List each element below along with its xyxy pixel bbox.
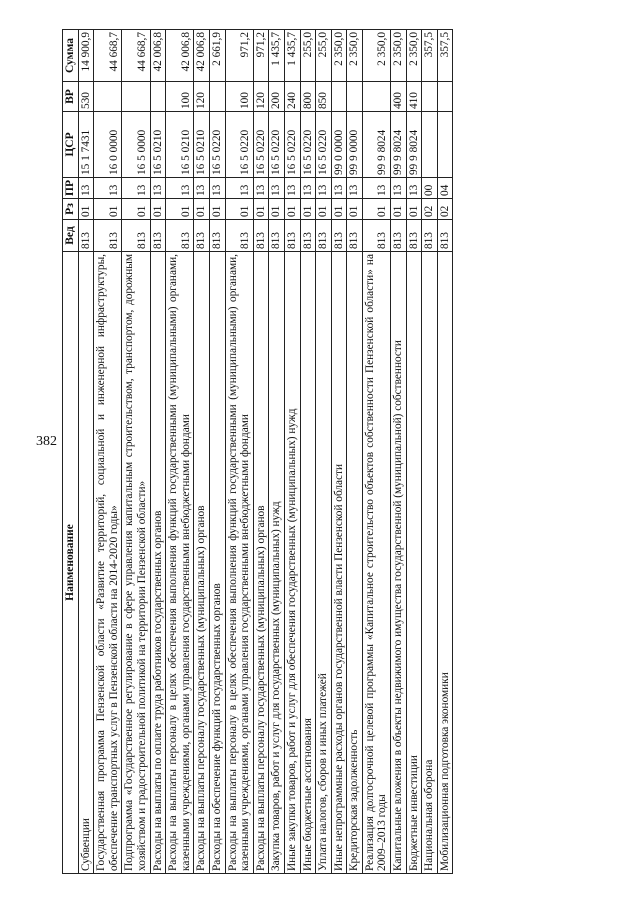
cell-csr: 16 5 0000 <box>122 112 150 178</box>
cell-rz: 01 <box>391 199 407 220</box>
cell-vr: 410 <box>406 82 422 112</box>
cell-sum: 2 350,0 <box>406 30 422 82</box>
cell-sum: 255,0 <box>316 30 332 82</box>
cell-ved: 813 <box>94 220 122 252</box>
cell-sum: 2 350,0 <box>331 30 347 82</box>
cell-rz: 01 <box>194 199 210 220</box>
cell-vr <box>347 82 363 112</box>
cell-ved: 813 <box>437 220 453 252</box>
cell-sum: 42 006,8 <box>166 30 194 82</box>
cell-pr: 13 <box>300 178 316 199</box>
table-row <box>347 30 363 874</box>
cell-sum: 42 006,8 <box>194 30 210 82</box>
cell-name: Бюджетные инвестиции <box>406 252 422 874</box>
cell-ved: 813 <box>300 220 316 252</box>
page-number: 382 <box>36 434 57 449</box>
cell-rz: 01 <box>94 199 122 220</box>
cell-rz: 01 <box>166 199 194 220</box>
cell-csr: 16 0 0000 <box>94 112 122 178</box>
table-row <box>209 30 225 874</box>
cell-ved: 813 <box>150 220 166 252</box>
cell-vr: 850 <box>316 82 332 112</box>
cell-sum: 2 350,0 <box>362 30 390 82</box>
cell-pr: 04 <box>437 178 453 199</box>
cell-vr <box>362 82 390 112</box>
cell-name: Расходы на выплаты персоналу государственных (муниципальных) органов <box>253 252 269 874</box>
cell-name: Подпрограмма «Государственное регулирование в сфере управления капитальным строительством, транспортом, дорожным хозяйством и градостроительной политикой на территории Пензенской области» <box>122 252 150 874</box>
cell-csr: 99 9 8024 <box>362 112 390 178</box>
table-row <box>284 30 300 874</box>
cell-sum: 255,0 <box>300 30 316 82</box>
cell-vr <box>94 82 122 112</box>
cell-csr: 16 5 0220 <box>300 112 316 178</box>
cell-csr: 16 5 0220 <box>284 112 300 178</box>
cell-ved: 813 <box>209 220 225 252</box>
cell-pr: 13 <box>331 178 347 199</box>
cell-name: Расходы на выплаты персоналу в целях обеспечения выполнения функций государственными (муниципальными) органами, казенными учреждениями, органами управления государственными внебюджетными фондами <box>225 252 253 874</box>
cell-vr: 120 <box>253 82 269 112</box>
cell-pr: 13 <box>150 178 166 199</box>
cell-csr: 16 5 0220 <box>253 112 269 178</box>
cell-sum: 357,5 <box>422 30 438 82</box>
cell-vr <box>331 82 347 112</box>
cell-pr: 13 <box>225 178 253 199</box>
table-row <box>78 30 94 874</box>
cell-vr: 200 <box>269 82 285 112</box>
rotated-table-container <box>62 30 627 874</box>
cell-pr: 13 <box>166 178 194 199</box>
cell-ved: 813 <box>166 220 194 252</box>
cell-ved: 813 <box>316 220 332 252</box>
cell-pr: 13 <box>122 178 150 199</box>
cell-sum: 1 435,7 <box>269 30 285 82</box>
cell-ved: 813 <box>331 220 347 252</box>
cell-ved: 813 <box>406 220 422 252</box>
cell-name: Расходы на выплаты персоналу государственных (муниципальных) органов <box>194 252 210 874</box>
cell-vr: 120 <box>194 82 210 112</box>
cell-sum: 2 350,0 <box>347 30 363 82</box>
cell-name: Национальная оборона <box>422 252 438 874</box>
cell-vr <box>422 82 438 112</box>
cell-pr: 13 <box>209 178 225 199</box>
cell-sum: 971,2 <box>225 30 253 82</box>
cell-csr: 16 5 0220 <box>316 112 332 178</box>
cell-ved: 813 <box>122 220 150 252</box>
cell-sum: 357,5 <box>437 30 453 82</box>
cell-name: Расходы на выплаты персоналу в целях обеспечения выполнения функций государственными (муниципальными) органами, казенными учреждениями, органами управления государственными внебюджетными фондами <box>166 252 194 874</box>
cell-ved: 813 <box>422 220 438 252</box>
cell-rz: 02 <box>422 199 438 220</box>
cell-csr: 16 5 0210 <box>194 112 210 178</box>
cell-name: Мобилизационная подготовка экономики <box>437 252 453 874</box>
cell-pr: 13 <box>253 178 269 199</box>
cell-sum: 44 668,7 <box>94 30 122 82</box>
cell-name: Иные закупки товаров, работ и услуг для обеспечения государственных (муниципальных) нужд <box>284 252 300 874</box>
cell-csr <box>422 112 438 178</box>
header-rz: Рз <box>63 199 79 220</box>
cell-csr: 99 9 8024 <box>406 112 422 178</box>
cell-pr: 13 <box>284 178 300 199</box>
cell-ved: 813 <box>284 220 300 252</box>
cell-vr: 100 <box>225 82 253 112</box>
cell-ved: 813 <box>269 220 285 252</box>
cell-vr <box>150 82 166 112</box>
cell-pr: 13 <box>269 178 285 199</box>
table-row <box>437 30 453 874</box>
cell-vr: 100 <box>166 82 194 112</box>
cell-ved: 813 <box>78 220 94 252</box>
cell-name: Капитальные вложения в объекты недвижимого имущества государственной (муниципальной) собственности <box>391 252 407 874</box>
cell-csr: 16 5 0220 <box>209 112 225 178</box>
table-row <box>316 30 332 874</box>
cell-csr: 16 5 0210 <box>150 112 166 178</box>
table-row <box>225 30 253 874</box>
cell-csr: 16 5 0220 <box>225 112 253 178</box>
cell-rz: 02 <box>437 199 453 220</box>
cell-pr: 13 <box>94 178 122 199</box>
cell-rz: 01 <box>150 199 166 220</box>
cell-vr: 530 <box>78 82 94 112</box>
cell-sum: 14 900,9 <box>78 30 94 82</box>
cell-rz: 01 <box>362 199 390 220</box>
cell-vr: 800 <box>300 82 316 112</box>
cell-vr <box>209 82 225 112</box>
cell-pr: 13 <box>78 178 94 199</box>
table-row <box>94 30 122 874</box>
cell-ved: 813 <box>253 220 269 252</box>
cell-ved: 813 <box>347 220 363 252</box>
cell-rz: 01 <box>284 199 300 220</box>
cell-name: Иные непрограммные расходы органов государственной власти Пензенской области <box>331 252 347 874</box>
cell-pr: 13 <box>316 178 332 199</box>
cell-rz: 01 <box>253 199 269 220</box>
cell-csr: 99 9 0000 <box>347 112 363 178</box>
table-row <box>300 30 316 874</box>
cell-vr <box>437 82 453 112</box>
cell-ved: 813 <box>194 220 210 252</box>
cell-rz: 01 <box>122 199 150 220</box>
cell-vr: 400 <box>391 82 407 112</box>
cell-csr: 15 1 7431 <box>78 112 94 178</box>
cell-name: Закупка товаров, работ и услуг для государственных (муниципальных) нужд <box>269 252 285 874</box>
cell-pr: 13 <box>194 178 210 199</box>
cell-sum: 2 661,9 <box>209 30 225 82</box>
table-row <box>269 30 285 874</box>
table-row <box>122 30 150 874</box>
cell-sum: 971,2 <box>253 30 269 82</box>
cell-csr <box>437 112 453 178</box>
cell-rz: 01 <box>347 199 363 220</box>
table-row <box>331 30 347 874</box>
table-row <box>362 30 390 874</box>
header-ved: Вед <box>63 220 79 252</box>
cell-ved: 813 <box>362 220 390 252</box>
cell-csr: 16 5 0220 <box>269 112 285 178</box>
cell-name: Кредиторская задолженность <box>347 252 363 874</box>
cell-rz: 01 <box>300 199 316 220</box>
header-pr: ПР <box>63 178 79 199</box>
header-row <box>63 30 79 874</box>
table-row <box>253 30 269 874</box>
cell-csr: 16 5 0210 <box>166 112 194 178</box>
cell-pr: 13 <box>391 178 407 199</box>
table-row <box>150 30 166 874</box>
cell-sum: 1 435,7 <box>284 30 300 82</box>
cell-csr: 99 9 8024 <box>391 112 407 178</box>
cell-sum: 44 668,7 <box>122 30 150 82</box>
cell-name: Реализация долгосрочной целевой программы «Капитальное строительство объектов собственности Пензенской области» на 2009–2013 годы <box>362 252 390 874</box>
cell-sum: 42 006,8 <box>150 30 166 82</box>
table-row <box>194 30 210 874</box>
cell-ved: 813 <box>225 220 253 252</box>
cell-vr <box>122 82 150 112</box>
cell-name: Иные бюджетные ассигнования <box>300 252 316 874</box>
cell-pr: 00 <box>422 178 438 199</box>
cell-rz: 01 <box>406 199 422 220</box>
table-row <box>166 30 194 874</box>
cell-rz: 01 <box>225 199 253 220</box>
cell-csr: 99 0 0000 <box>331 112 347 178</box>
header-vr: ВР <box>63 82 79 112</box>
cell-name: Расходы на обеспечение функций государственных органов <box>209 252 225 874</box>
cell-rz: 01 <box>316 199 332 220</box>
cell-name: Расходы на выплаты по оплате труда работников государственных органов <box>150 252 166 874</box>
budget-table <box>62 29 453 874</box>
cell-name: Субвенции <box>78 252 94 874</box>
cell-name: Государственная программа Пензенской области «Развитие территорий, социальной и инженерной инфраструктуры, обеспечение транспортных услуг в Пензенской области на 2014-2020 годы» <box>94 252 122 874</box>
cell-rz: 01 <box>331 199 347 220</box>
cell-vr: 240 <box>284 82 300 112</box>
table-row <box>391 30 407 874</box>
table-row <box>422 30 438 874</box>
cell-rz: 01 <box>209 199 225 220</box>
cell-pr: 13 <box>406 178 422 199</box>
cell-name: Уплата налогов, сборов и иных платежей <box>316 252 332 874</box>
table-row <box>406 30 422 874</box>
cell-ved: 813 <box>391 220 407 252</box>
cell-rz: 01 <box>78 199 94 220</box>
header-csr: ЦСР <box>63 112 79 178</box>
header-name: Наименование <box>63 252 79 874</box>
cell-sum: 2 350,0 <box>391 30 407 82</box>
cell-rz: 01 <box>269 199 285 220</box>
cell-pr: 13 <box>347 178 363 199</box>
header-sum: Сумма <box>63 30 79 82</box>
cell-pr: 13 <box>362 178 390 199</box>
